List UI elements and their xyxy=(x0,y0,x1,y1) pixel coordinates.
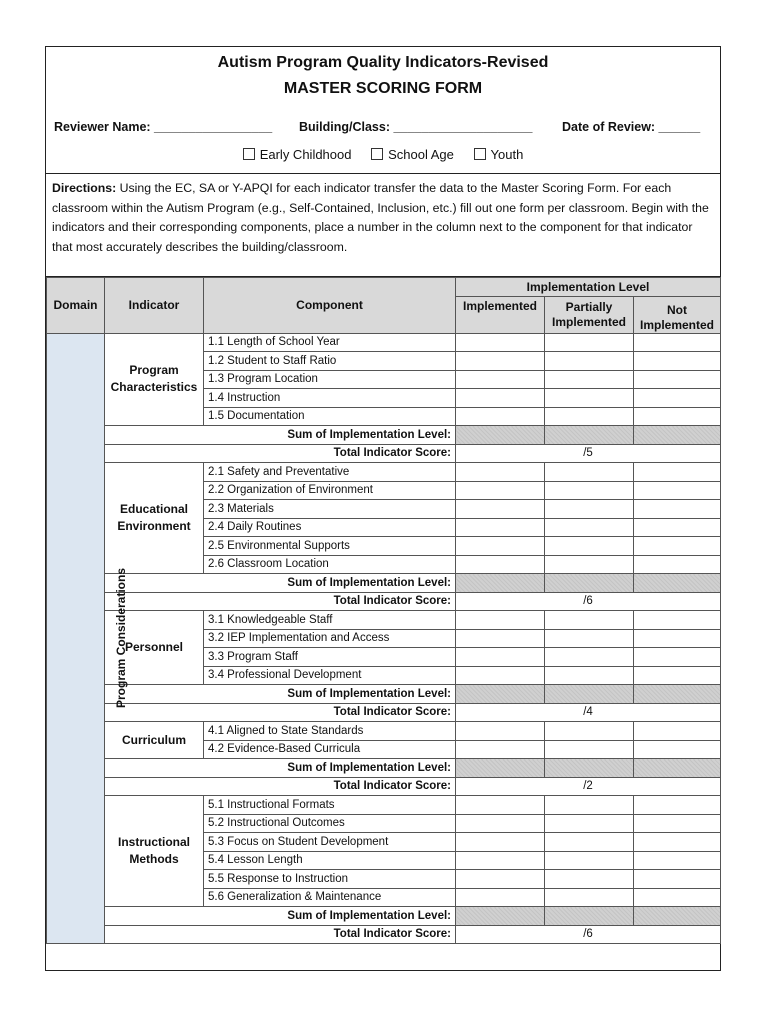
checkbox-icon[interactable] xyxy=(371,148,383,160)
implemented-input[interactable] xyxy=(456,518,545,537)
sum-row xyxy=(47,426,721,445)
total-label: Total Indicator Score: xyxy=(105,592,456,611)
option-label: School Age xyxy=(388,147,454,162)
sum-not[interactable] xyxy=(634,759,721,778)
indicator-cell: Program Characteristics xyxy=(105,333,204,426)
implemented-input[interactable] xyxy=(456,740,545,759)
implemented-input[interactable] xyxy=(456,481,545,500)
sum-implemented[interactable] xyxy=(456,759,545,778)
component-row xyxy=(47,333,721,352)
implemented-input[interactable] xyxy=(456,814,545,833)
partially-implemented-input[interactable] xyxy=(545,648,634,667)
sum-not[interactable] xyxy=(634,574,721,593)
partially-implemented-input[interactable] xyxy=(545,407,634,426)
implemented-input[interactable] xyxy=(456,796,545,815)
component-cell: 5.6 Generalization & Maintenance xyxy=(204,888,456,907)
sum-implemented[interactable] xyxy=(456,426,545,445)
component-cell: 5.2 Instructional Outcomes xyxy=(204,814,456,833)
component-cell: 2.1 Safety and Preventative xyxy=(204,463,456,482)
partially-implemented-input[interactable] xyxy=(545,833,634,852)
not-implemented-input[interactable] xyxy=(634,851,721,870)
option-label: Youth xyxy=(490,147,524,162)
partially-implemented-input[interactable] xyxy=(545,518,634,537)
component-row xyxy=(47,611,721,630)
sum-row xyxy=(47,574,721,593)
total-row xyxy=(47,592,721,611)
directions-body: Using the EC, SA or Y-APQI for each indicator transfer the data to the Master Scoring Form. For each classroom within the Autism Program (e.g., Self-Contained, Inclusion, etc.) fill out one form per classroom. Begin with the indicators and their corresponding components, place a number in the column next to the component for that indicator that most accurately describes the building/classroom. xyxy=(52,181,709,254)
partially-implemented-input[interactable] xyxy=(545,796,634,815)
partially-implemented-input[interactable] xyxy=(545,629,634,648)
sum-implemented[interactable] xyxy=(456,907,545,926)
partially-implemented-input[interactable] xyxy=(545,722,634,741)
partially-implemented-input[interactable] xyxy=(545,537,634,556)
not-implemented-input[interactable] xyxy=(634,555,721,574)
indicator-header: Indicator xyxy=(105,278,204,334)
implementation-level-header: Implementation Level xyxy=(456,278,721,297)
component-cell: 5.4 Lesson Length xyxy=(204,851,456,870)
partially-implemented-header: Partially Implemented xyxy=(545,296,634,333)
component-cell: 3.3 Program Staff xyxy=(204,648,456,667)
form-subtitle: MASTER SCORING FORM xyxy=(283,80,483,97)
total-row xyxy=(47,703,721,722)
implemented-input[interactable] xyxy=(456,389,545,408)
sum-row xyxy=(47,759,721,778)
sum-label: Sum of Implementation Level: xyxy=(105,907,456,926)
implemented-input[interactable] xyxy=(456,333,545,352)
total-label: Total Indicator Score: xyxy=(105,703,456,722)
sum-partially[interactable] xyxy=(545,685,634,704)
option-youth[interactable] xyxy=(474,147,524,162)
component-cell: 2.2 Organization of Environment xyxy=(204,481,456,500)
component-cell: 2.6 Classroom Location xyxy=(204,555,456,574)
option-label: Early Childhood xyxy=(259,147,352,162)
not-implemented-input[interactable] xyxy=(634,389,721,408)
component-cell: 1.3 Program Location xyxy=(204,370,456,389)
component-cell: 5.5 Response to Instruction xyxy=(204,870,456,889)
directions-text xyxy=(46,173,720,277)
not-implemented-input[interactable] xyxy=(634,481,721,500)
scoring-table xyxy=(46,277,721,944)
sum-not[interactable] xyxy=(634,426,721,445)
partially-implemented-input[interactable] xyxy=(545,888,634,907)
component-cell: 1.2 Student to Staff Ratio xyxy=(204,352,456,371)
sum-label: Sum of Implementation Level: xyxy=(105,685,456,704)
sum-partially[interactable] xyxy=(545,759,634,778)
sum-partially[interactable] xyxy=(545,426,634,445)
partially-implemented-input[interactable] xyxy=(545,611,634,630)
partially-implemented-input[interactable] xyxy=(545,814,634,833)
partially-implemented-input[interactable] xyxy=(545,870,634,889)
component-header: Component xyxy=(204,278,456,334)
not-implemented-input[interactable] xyxy=(634,648,721,667)
implemented-input[interactable] xyxy=(456,888,545,907)
domain-header: Domain xyxy=(47,278,105,334)
implemented-input[interactable] xyxy=(456,407,545,426)
program-level-options xyxy=(46,147,720,162)
partially-implemented-input[interactable] xyxy=(545,555,634,574)
component-cell: 5.3 Focus on Student Development xyxy=(204,833,456,852)
component-row xyxy=(47,722,721,741)
not-implemented-input[interactable] xyxy=(634,352,721,371)
total-label: Total Indicator Score: xyxy=(105,777,456,796)
component-cell: 1.1 Length of School Year xyxy=(204,333,456,352)
not-implemented-input[interactable] xyxy=(634,888,721,907)
not-implemented-input[interactable] xyxy=(634,740,721,759)
reviewer-info-row xyxy=(54,120,712,138)
sum-implemented[interactable] xyxy=(456,685,545,704)
total-row xyxy=(47,925,721,944)
component-cell: 2.3 Materials xyxy=(204,500,456,519)
indicator-cell: Curriculum xyxy=(105,722,204,759)
not-implemented-input[interactable] xyxy=(634,666,721,685)
implemented-input[interactable] xyxy=(456,537,545,556)
sum-partially[interactable] xyxy=(545,574,634,593)
implemented-input[interactable] xyxy=(456,648,545,667)
total-row xyxy=(47,777,721,796)
component-cell: 1.5 Documentation xyxy=(204,407,456,426)
total-score[interactable]: /4 xyxy=(456,703,721,722)
total-score[interactable]: /6 xyxy=(456,925,721,944)
implemented-input[interactable] xyxy=(456,555,545,574)
option-school-age[interactable] xyxy=(371,147,454,162)
not-implemented-input[interactable] xyxy=(634,833,721,852)
domain-cell xyxy=(47,333,129,944)
partially-implemented-input[interactable] xyxy=(545,500,634,519)
component-cell: 1.4 Instruction xyxy=(204,389,456,408)
component-cell: 3.1 Knowledgeable Staff xyxy=(204,611,456,630)
scoring-form-page xyxy=(45,46,721,971)
partially-implemented-input[interactable] xyxy=(545,666,634,685)
implemented-input[interactable] xyxy=(456,463,545,482)
not-implemented-input[interactable] xyxy=(634,814,721,833)
indicator-cell: Instructional Methods xyxy=(105,796,204,907)
implemented-input[interactable] xyxy=(456,352,545,371)
sum-row xyxy=(47,907,721,926)
sum-label: Sum of Implementation Level: xyxy=(105,574,456,593)
total-score[interactable]: /6 xyxy=(456,592,721,611)
not-implemented-header: Not Implemented xyxy=(634,296,721,333)
partially-implemented-input[interactable] xyxy=(545,851,634,870)
implemented-input[interactable] xyxy=(456,629,545,648)
partially-implemented-input[interactable] xyxy=(545,352,634,371)
not-implemented-input[interactable] xyxy=(634,333,721,352)
implemented-input[interactable] xyxy=(456,666,545,685)
scoring-table-body xyxy=(47,333,721,944)
total-score[interactable]: /2 xyxy=(456,777,721,796)
implemented-input[interactable] xyxy=(456,833,545,852)
implemented-input[interactable] xyxy=(456,870,545,889)
not-implemented-input[interactable] xyxy=(634,611,721,630)
component-row xyxy=(47,463,721,482)
total-row xyxy=(47,444,721,463)
component-cell: 3.2 IEP Implementation and Access xyxy=(204,629,456,648)
not-implemented-input[interactable] xyxy=(634,370,721,389)
checkbox-icon[interactable] xyxy=(474,148,486,160)
domain-label: Program Considerations xyxy=(114,568,129,709)
sum-not[interactable] xyxy=(634,685,721,704)
implemented-input[interactable] xyxy=(456,370,545,389)
partially-implemented-input[interactable] xyxy=(545,389,634,408)
implemented-input[interactable] xyxy=(456,851,545,870)
component-cell: 2.4 Daily Routines xyxy=(204,518,456,537)
checkbox-icon[interactable] xyxy=(243,148,255,160)
component-row xyxy=(47,796,721,815)
not-implemented-input[interactable] xyxy=(634,629,721,648)
component-cell: 3.4 Professional Development xyxy=(204,666,456,685)
partially-implemented-input[interactable] xyxy=(545,333,634,352)
sum-row xyxy=(47,685,721,704)
partially-implemented-input[interactable] xyxy=(545,463,634,482)
sum-not[interactable] xyxy=(634,907,721,926)
option-early-childhood[interactable] xyxy=(243,147,352,162)
not-implemented-input[interactable] xyxy=(634,537,721,556)
not-implemented-input[interactable] xyxy=(634,463,721,482)
partially-implemented-input[interactable] xyxy=(545,370,634,389)
implemented-input[interactable] xyxy=(456,722,545,741)
implemented-input[interactable] xyxy=(456,611,545,630)
implemented-input[interactable] xyxy=(456,500,545,519)
not-implemented-input[interactable] xyxy=(634,407,721,426)
partially-implemented-input[interactable] xyxy=(545,481,634,500)
indicator-cell: Personnel xyxy=(105,611,204,685)
date-of-review-field[interactable]: Date of Review: ______ xyxy=(562,120,701,134)
total-label: Total Indicator Score: xyxy=(105,925,456,944)
reviewer-name-field[interactable]: Reviewer Name: _________________ xyxy=(54,120,273,134)
not-implemented-input[interactable] xyxy=(634,500,721,519)
sum-label: Sum of Implementation Level: xyxy=(105,759,456,778)
component-cell: 4.2 Evidence-Based Curricula xyxy=(204,740,456,759)
partially-implemented-input[interactable] xyxy=(545,740,634,759)
component-cell: 4.1 Aligned to State Standards xyxy=(204,722,456,741)
component-cell: 2.5 Environmental Supports xyxy=(204,537,456,556)
sum-label: Sum of Implementation Level: xyxy=(105,426,456,445)
not-implemented-input[interactable] xyxy=(634,518,721,537)
sum-partially[interactable] xyxy=(545,907,634,926)
total-score[interactable]: /5 xyxy=(456,444,721,463)
sum-implemented[interactable] xyxy=(456,574,545,593)
not-implemented-input[interactable] xyxy=(634,870,721,889)
component-cell: 5.1 Instructional Formats xyxy=(204,796,456,815)
not-implemented-input[interactable] xyxy=(634,796,721,815)
implemented-header: Implemented xyxy=(456,296,545,333)
directions-label: Directions: xyxy=(52,181,117,195)
not-implemented-input[interactable] xyxy=(634,722,721,741)
indicator-cell: Educational Environment xyxy=(105,463,204,574)
total-label: Total Indicator Score: xyxy=(105,444,456,463)
form-title: Autism Program Quality Indicators-Revised xyxy=(217,54,549,71)
building-class-field[interactable]: Building/Class: ____________________ xyxy=(299,120,533,134)
